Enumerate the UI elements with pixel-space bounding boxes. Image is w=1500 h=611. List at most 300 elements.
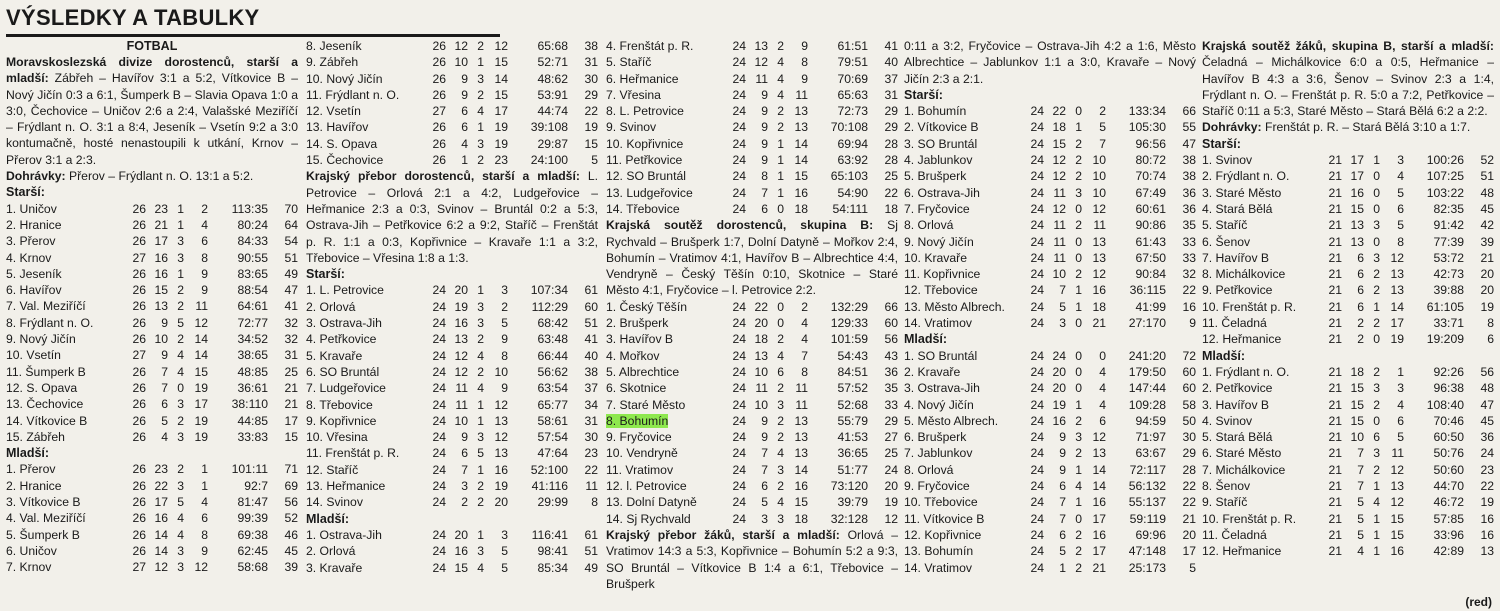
table-row	[306, 348, 598, 364]
stat-cell: 24	[1030, 397, 1044, 412]
stat-cell: 24	[1030, 136, 1044, 151]
stat-cell: 39	[284, 560, 298, 575]
table-row	[6, 396, 298, 412]
table-row	[904, 397, 1196, 413]
category-heading: Mladší:	[904, 332, 948, 347]
stat-cell: 24	[1030, 267, 1044, 282]
stat-cell: 8	[1397, 234, 1404, 249]
stat-cell: 31	[284, 348, 298, 363]
stat-cell: 3	[477, 136, 484, 151]
stat-cell: 112:29	[531, 299, 568, 314]
stat-cell: 2	[477, 39, 484, 53]
team-name: 4. Nový Jičín	[904, 397, 974, 412]
match-results: Sj Rychvald – Brušperk 1:7, Dolní Datyně – Mořkov 2:4, Bohumín – Vratimov 4:1, Havířov B – Albrechtice 4:4, Vendryně – Český Těšín 0:10, Skotnice – Staré Město 4:1, Fryčovice – l. Petrovice 2:2.	[606, 218, 898, 298]
stat-cell: 16	[1390, 544, 1404, 559]
stat-cell: 67:50	[1135, 250, 1166, 265]
stat-cell: 16	[454, 316, 468, 331]
stat-cell: 1	[1373, 299, 1380, 314]
stat-cell: 65:68	[537, 39, 568, 53]
results-columns	[6, 38, 1494, 608]
table-row	[6, 201, 298, 217]
stat-cell: 21	[1328, 185, 1342, 200]
stat-cell: 14	[154, 543, 168, 558]
stat-cell: 24	[732, 299, 746, 314]
stat-cell: 24	[732, 120, 746, 135]
table-row	[306, 543, 598, 559]
stat-cell: 19	[1390, 332, 1404, 347]
team-name: 9. Fryčovice	[904, 479, 970, 494]
table-row	[306, 478, 598, 494]
stat-cell: 4	[1373, 495, 1380, 510]
table-row	[306, 560, 598, 576]
stat-cell: 15	[494, 87, 508, 102]
stat-cell: 11	[585, 479, 598, 494]
stat-cell: 22	[754, 299, 768, 314]
team-name: 12. Kopřivnice	[904, 527, 982, 542]
stat-cell: 6	[1059, 479, 1066, 494]
stat-cell: 21	[1328, 527, 1342, 542]
stat-cell: 72	[1182, 348, 1196, 363]
stat-cell: 66	[1182, 104, 1196, 119]
stat-cell: 11	[755, 71, 768, 86]
stat-cell: 21	[1328, 267, 1342, 282]
table-row	[606, 380, 898, 396]
stat-cell: 24	[732, 316, 746, 331]
stat-cell: 5	[1397, 430, 1404, 445]
stat-cell: 31	[884, 87, 898, 102]
stat-cell: 40	[884, 55, 898, 70]
stat-cell: 26	[432, 120, 446, 135]
stat-cell: 4	[1357, 544, 1364, 559]
stat-cell: 28	[884, 153, 898, 168]
stat-cell: 24	[1030, 104, 1044, 119]
stat-cell: 70:46	[1433, 413, 1464, 428]
stat-cell: 21	[1328, 446, 1342, 461]
stat-cell: 96:56	[1135, 136, 1166, 151]
stat-cell: 51	[584, 544, 598, 559]
stat-cell: 13	[1092, 250, 1106, 265]
team-name: 8. L. Petrovice	[606, 104, 684, 119]
stat-cell: 9	[761, 430, 768, 445]
stat-cell: 90:86	[1135, 218, 1166, 233]
stat-cell: 4	[177, 364, 184, 379]
stat-cell: 241:20	[1128, 348, 1166, 363]
stat-cell: 2	[1373, 267, 1380, 282]
stat-cell: 29	[884, 104, 898, 119]
stat-cell: 24	[1030, 201, 1044, 216]
stat-cell: 12	[1092, 267, 1106, 282]
stat-cell: 16	[1092, 527, 1106, 542]
stat-cell: 29	[584, 87, 598, 102]
stat-cell: 18	[794, 201, 808, 216]
stat-cell: 5	[761, 495, 768, 510]
stat-cell: 9	[761, 87, 768, 102]
stat-cell: 4	[177, 348, 184, 363]
stat-cell: 60	[1182, 381, 1196, 396]
stat-cell: 24	[1052, 348, 1066, 363]
stat-cell: 13	[1092, 234, 1106, 249]
stat-cell: 24	[1030, 250, 1044, 265]
stat-cell: 15	[1350, 413, 1364, 428]
stat-cell: 1	[1373, 153, 1380, 168]
stat-cell: 45	[1480, 413, 1494, 428]
stat-cell: 72:117	[1129, 462, 1166, 477]
stat-cell: 20	[454, 283, 468, 298]
stat-cell: 2	[1373, 462, 1380, 477]
table-row	[904, 494, 1196, 510]
stat-cell: 21	[1328, 332, 1342, 347]
stat-cell: 3	[501, 283, 508, 298]
stat-cell: 1	[201, 462, 208, 477]
stat-cell: 2	[1075, 153, 1082, 168]
team-name: 5. Staříč	[1202, 218, 1248, 233]
stat-cell: 2	[1075, 544, 1082, 559]
stat-cell: 52:68	[837, 397, 868, 412]
table-row	[1202, 217, 1494, 233]
stat-cell: 2	[1373, 316, 1380, 331]
team-name: 10. Frenštát p. R.	[1202, 511, 1297, 526]
team-name: 6. Heřmanice	[606, 71, 679, 86]
stat-cell: 2	[201, 201, 208, 216]
stat-cell: 58:61	[537, 413, 568, 428]
stat-cell: 4	[177, 527, 184, 542]
stat-cell: 2	[477, 479, 484, 494]
team-name: 12. Staříč	[306, 462, 359, 477]
stat-cell: 103:22	[1426, 185, 1464, 200]
stat-cell: 3	[177, 543, 184, 558]
stat-cell: 1	[477, 527, 484, 542]
table-row	[904, 250, 1196, 266]
stat-cell: 1	[1373, 511, 1380, 526]
team-name: 14. Vítkovice B	[6, 413, 88, 428]
stat-cell: 1	[1373, 527, 1380, 542]
table-row	[606, 299, 898, 315]
stat-cell: 6	[1397, 413, 1404, 428]
stat-cell: 21	[1328, 169, 1342, 184]
table-row	[606, 38, 898, 54]
team-name: 3. Vítkovice B	[6, 495, 81, 510]
stat-cell: 55:79	[837, 413, 868, 428]
team-name: 13. Čechovice	[6, 397, 84, 412]
table-row	[904, 560, 1196, 576]
stat-cell: 36	[1182, 201, 1196, 216]
stat-cell: 4	[777, 495, 784, 510]
team-name: 4. Krnov	[6, 250, 52, 265]
table-row	[306, 445, 598, 461]
stat-cell: 5	[177, 315, 184, 330]
table-row	[1202, 494, 1494, 510]
stat-cell: 38	[1182, 153, 1196, 168]
stat-cell: 24	[432, 495, 446, 510]
stat-cell: 22	[1052, 104, 1066, 119]
stat-cell: 1	[461, 153, 468, 168]
stat-cell: 13	[1350, 234, 1364, 249]
stat-cell: 4	[477, 104, 484, 119]
stat-cell: 25	[884, 446, 898, 461]
stat-cell: 16	[1092, 283, 1106, 298]
stat-cell: 24	[884, 462, 898, 477]
table-row	[306, 413, 598, 429]
stat-cell: 129:33	[830, 316, 868, 331]
standings-table	[306, 527, 598, 576]
stat-cell: 2	[1075, 560, 1082, 575]
table-row	[6, 282, 298, 298]
stat-cell: 113:35	[231, 201, 268, 216]
stat-cell: 14	[194, 348, 208, 363]
stat-cell: 13	[754, 348, 768, 363]
table-row	[6, 347, 298, 363]
stat-cell: 4	[801, 332, 808, 347]
stat-cell: 69:96	[1135, 527, 1166, 542]
stat-cell: 0	[1075, 234, 1082, 249]
stat-cell: 13	[794, 430, 808, 445]
stat-cell: 41:116	[531, 479, 568, 494]
stat-cell: 12	[1092, 201, 1106, 216]
stat-cell: 20	[1052, 364, 1066, 379]
team-name: 12. l. Petrovice	[606, 479, 687, 494]
stat-cell: 6	[201, 234, 208, 249]
team-name: 5. Jeseník	[6, 266, 62, 281]
standings-table	[306, 282, 598, 510]
stat-cell: 24	[1030, 185, 1044, 200]
table-row	[6, 461, 298, 477]
team-name: 10. Nový Jičín	[306, 71, 383, 86]
stat-cell: 33:71	[1433, 316, 1464, 331]
stat-cell: 52	[284, 511, 298, 526]
stat-cell: 38	[1182, 169, 1196, 184]
stat-cell: 12	[194, 560, 208, 575]
stat-cell: 60:61	[1135, 201, 1166, 216]
stat-cell: 61:105	[1426, 299, 1464, 314]
stat-cell: 16	[1092, 495, 1106, 510]
stat-cell: 22	[154, 478, 168, 493]
table-row	[904, 478, 1196, 494]
stat-cell: 5	[161, 413, 168, 428]
stat-cell: 24	[1030, 348, 1044, 363]
results-paragraph	[6, 168, 298, 184]
team-name: 12. Heřmanice	[1202, 544, 1282, 559]
stat-cell: 21	[1328, 495, 1342, 510]
stat-cell: 13	[1480, 544, 1494, 559]
table-row	[1202, 185, 1494, 201]
stat-cell: 24	[732, 495, 746, 510]
stat-cell: 24	[732, 332, 746, 347]
stat-cell: 21	[1328, 201, 1342, 216]
stat-cell: 24	[732, 462, 746, 477]
team-name: 7. Val. Meziříčí	[6, 299, 86, 314]
stat-cell: 3	[477, 316, 484, 331]
stat-cell: 24	[1030, 299, 1044, 314]
stat-cell: 22	[584, 462, 598, 477]
stat-cell: 47	[284, 283, 298, 298]
table-row	[1202, 543, 1494, 559]
stat-cell: 5	[1397, 218, 1404, 233]
team-name: 13. Bohumín	[904, 544, 974, 559]
stat-cell: 12	[1052, 153, 1066, 168]
stat-cell: 9	[761, 120, 768, 135]
team-name: 7. Havířov B	[1202, 250, 1270, 265]
table-row	[1202, 201, 1494, 217]
stat-cell: 49	[584, 560, 598, 575]
stat-cell: 26	[132, 234, 146, 249]
stat-cell: 2	[177, 413, 184, 428]
stat-cell: 25	[884, 169, 898, 184]
stat-cell: 7	[1059, 511, 1066, 526]
page-header	[6, 5, 1494, 37]
stat-cell: 109:28	[1128, 397, 1166, 412]
stat-cell: 5	[501, 560, 508, 575]
table-row	[904, 201, 1196, 217]
stat-cell: 21	[1328, 364, 1342, 379]
table-row	[306, 119, 598, 135]
stat-cell: 16	[154, 266, 168, 281]
stat-cell: 9	[161, 348, 168, 363]
stat-cell: 2	[1357, 316, 1364, 331]
team-name: 11. Čeladná	[1202, 316, 1267, 331]
stat-cell: 21	[1328, 430, 1342, 445]
team-name: 1. Uničov	[6, 201, 57, 216]
stat-cell: 8	[801, 55, 808, 70]
stat-cell: 64:61	[237, 299, 268, 314]
table-row	[1202, 266, 1494, 282]
stat-cell: 22	[884, 185, 898, 200]
table-row	[904, 429, 1196, 445]
stat-cell: 24	[1030, 527, 1044, 542]
stat-cell: 6	[777, 364, 784, 379]
stat-cell: 60	[584, 299, 598, 314]
stat-cell: 1	[177, 201, 184, 216]
team-name: 9. Fryčovice	[606, 430, 672, 445]
stat-cell: 2	[501, 299, 508, 314]
stat-cell: 7	[1099, 136, 1106, 151]
stat-cell: 17	[1390, 316, 1404, 331]
stat-cell: 54:43	[837, 348, 868, 363]
stat-cell: 11	[1053, 250, 1066, 265]
team-name: 5. Albrechtice	[606, 364, 680, 379]
stat-cell: 77:39	[1433, 234, 1464, 249]
stat-cell: 0	[1373, 332, 1380, 347]
stat-cell: 44:74	[537, 104, 568, 119]
stat-cell: 0	[1075, 250, 1082, 265]
stat-cell: 101:59	[830, 332, 868, 347]
stat-cell: 24	[1030, 218, 1044, 233]
team-name: 7. Ludgeřovice	[306, 381, 386, 396]
stat-cell: 101:11	[231, 462, 268, 477]
stat-cell: 83:65	[237, 266, 268, 281]
stat-cell: 39:108	[530, 120, 568, 135]
stat-cell: 24	[1030, 511, 1044, 526]
stat-cell: 9	[1059, 430, 1066, 445]
stat-cell: 3	[777, 462, 784, 477]
table-row	[1202, 250, 1494, 266]
stat-cell: 19	[194, 429, 208, 444]
stat-cell: 4	[477, 348, 484, 363]
stat-cell: 15	[794, 495, 808, 510]
stat-cell: 57:54	[537, 430, 568, 445]
stat-cell: 9	[761, 153, 768, 168]
stat-cell: 32	[284, 315, 298, 330]
table-row	[904, 119, 1196, 135]
stat-cell: 10	[1092, 185, 1106, 200]
team-name: 14. Vratimov	[904, 560, 972, 575]
stat-cell: 8	[201, 527, 208, 542]
stat-cell: 12	[494, 39, 508, 53]
table-row	[1202, 527, 1494, 543]
stat-cell: 9	[501, 381, 508, 396]
team-name: 4. Mořkov	[606, 348, 660, 363]
team-name: 7. Krnov	[6, 560, 52, 575]
team-name: 8. Orlová	[904, 462, 954, 477]
table-row	[904, 282, 1196, 298]
stat-cell: 24	[1030, 413, 1044, 428]
stat-cell: 24	[432, 299, 446, 314]
stat-cell: 0	[1373, 185, 1380, 200]
table-row	[606, 315, 898, 331]
stat-cell: 15	[794, 169, 808, 184]
stat-cell: 24	[732, 511, 746, 526]
stat-cell: 16	[154, 250, 168, 265]
stat-cell: 60	[1182, 364, 1196, 379]
stat-cell: 36:61	[237, 380, 268, 395]
stat-cell: 69:94	[837, 136, 868, 151]
stat-cell: 39:79	[837, 495, 868, 510]
stat-cell: 85:34	[537, 560, 568, 575]
stat-cell: 23	[494, 153, 508, 168]
stat-cell: 3	[1397, 153, 1404, 168]
stat-cell: 14	[194, 332, 208, 347]
table-row	[6, 510, 298, 526]
stat-cell: 20	[1182, 527, 1196, 542]
stat-cell: 0	[1373, 413, 1380, 428]
stat-cell: 15	[1350, 397, 1364, 412]
stat-cell: 16	[1182, 299, 1196, 314]
stat-cell: 3	[477, 71, 484, 86]
stat-cell: 24	[732, 153, 746, 168]
table-row	[306, 299, 598, 315]
stat-cell: 3	[1075, 185, 1082, 200]
stat-cell: 0	[1075, 104, 1082, 119]
team-name: 9. Svinov	[606, 120, 657, 135]
stat-cell: 13	[1390, 479, 1404, 494]
stat-cell: 2	[177, 283, 184, 298]
team-name: 1. L. Petrovice	[306, 283, 384, 298]
table-row	[1202, 413, 1494, 429]
table-row	[1202, 331, 1494, 347]
stat-cell: 24	[1030, 479, 1044, 494]
team-name: 10. Frenštát p. R.	[1202, 299, 1297, 314]
stat-cell: 26	[132, 332, 146, 347]
competition-title: Dohrávky:	[6, 169, 66, 184]
stat-cell: 24	[1030, 153, 1044, 168]
stat-cell: 24	[732, 55, 746, 70]
team-name: 6. Uničov	[6, 543, 57, 558]
stat-cell: 24	[732, 430, 746, 445]
stat-cell: 7	[801, 348, 808, 363]
team-name: 7. Jablunkov	[904, 446, 973, 461]
team-name: 7. Michálkovice	[1202, 462, 1286, 477]
stat-cell: 12	[1390, 495, 1404, 510]
stat-cell: 23	[154, 462, 168, 477]
stat-cell: 4	[177, 511, 184, 526]
match-results: Orlová – Vratimov 14:3 a 5:3, Kopřivnice – Bohumín 5:2 a 9:3, SO Bruntál – Vítkovice B 1:4 a 6:1, Třebovice – Brušperk	[606, 527, 898, 591]
stat-cell: 20	[754, 316, 768, 331]
team-name: 12. S. Opava	[6, 380, 78, 395]
stat-cell: 9	[1059, 446, 1066, 461]
table-row	[904, 380, 1196, 396]
stat-cell: 3	[777, 511, 784, 526]
page-title: VÝSLEDKY A TABULKY	[6, 5, 260, 30]
stat-cell: 24	[432, 397, 446, 412]
